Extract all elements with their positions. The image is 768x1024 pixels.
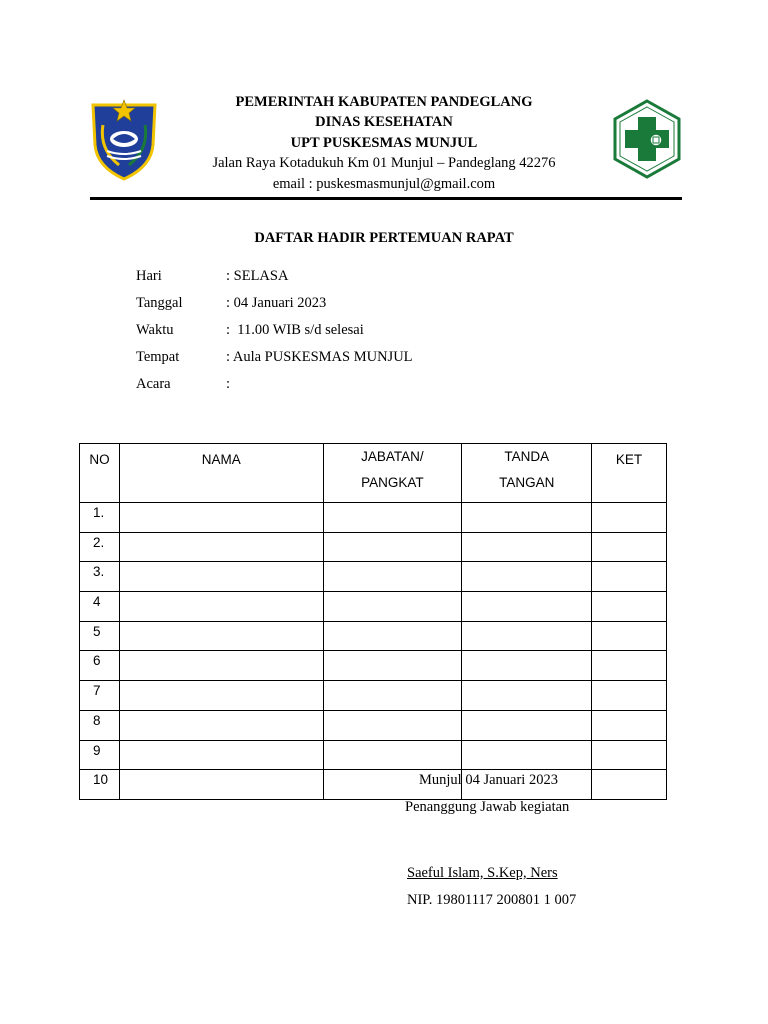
nama-cell[interactable] (119, 621, 323, 651)
tanda-tangan-cell[interactable] (462, 532, 592, 562)
tanda-tangan-cell[interactable] (462, 740, 592, 770)
header-ket: KET (592, 444, 667, 503)
ket-cell[interactable] (592, 562, 667, 592)
ket-cell[interactable] (592, 681, 667, 711)
ket-cell[interactable] (592, 740, 667, 770)
row-number: 3. (80, 562, 120, 592)
header-tanda-tangan: TANDA TANGAN (462, 444, 592, 503)
row-number: 8 (80, 710, 120, 740)
puskesmas-logo (612, 99, 682, 179)
jabatan-cell[interactable] (323, 621, 462, 651)
row-number: 6 (80, 651, 120, 681)
header-jabatan: JABATAN/ PANGKAT (323, 444, 462, 503)
jabatan-cell[interactable] (323, 651, 462, 681)
row-number: 2. (80, 532, 120, 562)
tanda-tangan-cell[interactable] (462, 562, 592, 592)
jabatan-cell[interactable] (323, 503, 462, 533)
info-value-tanggal: : 04 Januari 2023 (226, 295, 327, 311)
table-row (80, 710, 667, 740)
table-row (80, 562, 667, 592)
nama-cell[interactable] (119, 592, 323, 622)
header-no: NO (80, 444, 120, 503)
nama-cell[interactable] (119, 562, 323, 592)
ket-cell[interactable] (592, 651, 667, 681)
table-row (80, 770, 667, 800)
attendance-table (79, 443, 667, 800)
table-header-row (80, 444, 667, 503)
info-label-waktu: Waktu (136, 322, 174, 338)
table-row (80, 740, 667, 770)
table-row (80, 532, 667, 562)
ket-cell[interactable] (592, 710, 667, 740)
ket-cell[interactable] (592, 592, 667, 622)
info-label-tempat: Tempat (136, 349, 180, 365)
jabatan-cell[interactable] (323, 532, 462, 562)
nama-cell[interactable] (119, 532, 323, 562)
nama-cell[interactable] (119, 681, 323, 711)
row-number: 5 (80, 621, 120, 651)
document-title: DAFTAR HADIR PERTEMUAN RAPAT (254, 230, 514, 246)
info-label-hari: Hari (136, 268, 162, 284)
jabatan-cell[interactable] (323, 681, 462, 711)
letterhead-email: email : puskesmasmunjul@gmail.com (272, 176, 496, 192)
info-value-acara: : (226, 376, 231, 392)
letterhead-line-3: UPT PUSKESMAS MUNJUL (290, 135, 478, 151)
jabatan-cell[interactable] (323, 592, 462, 622)
tanda-tangan-cell[interactable] (462, 651, 592, 681)
header-divider (90, 197, 682, 200)
nama-cell[interactable] (119, 710, 323, 740)
tanda-tangan-cell[interactable] (462, 592, 592, 622)
table-row (80, 621, 667, 651)
row-number: 4 (80, 592, 120, 622)
ket-cell[interactable] (592, 770, 667, 800)
nama-cell[interactable] (119, 770, 323, 800)
jabatan-cell[interactable] (323, 562, 462, 592)
letterhead-line-2: DINAS KESEHATAN (315, 114, 453, 130)
table-row (80, 681, 667, 711)
tanda-tangan-cell[interactable] (462, 503, 592, 533)
info-label-acara: Acara (136, 376, 171, 392)
info-value-waktu: : 11.00 WIB s/d selesai (226, 322, 364, 338)
row-number: 1. (80, 503, 120, 533)
info-value-tempat: : Aula PUSKESMAS MUNJUL (226, 349, 413, 365)
jabatan-cell[interactable] (323, 740, 462, 770)
ket-cell[interactable] (592, 532, 667, 562)
row-number: 9 (80, 740, 120, 770)
row-number: 10 (80, 770, 120, 800)
nama-cell[interactable] (119, 740, 323, 770)
signature-role: Penanggung Jawab kegiatan (405, 799, 570, 815)
info-value-hari: : SELASA (226, 268, 289, 284)
jabatan-cell[interactable] (323, 710, 462, 740)
regency-crest-logo (89, 99, 159, 181)
info-label-tanggal: Tanggal (136, 295, 183, 311)
tanda-tangan-cell[interactable] (462, 710, 592, 740)
signature-place-date: Munjul 04 Januari 2023 (419, 772, 558, 788)
header-nama: NAMA (119, 444, 323, 503)
table-row (80, 651, 667, 681)
row-number: 7 (80, 681, 120, 711)
signature-name: Saeful Islam, S.Kep, Ners (407, 865, 558, 881)
ket-cell[interactable] (592, 621, 667, 651)
letterhead-line-1: PEMERINTAH KABUPATEN PANDEGLANG (235, 94, 533, 110)
nama-cell[interactable] (119, 651, 323, 681)
nama-cell[interactable] (119, 503, 323, 533)
table-row (80, 503, 667, 533)
table-row (80, 592, 667, 622)
letterhead-address: Jalan Raya Kotadukuh Km 01 Munjul – Pandeglang 42276 (212, 155, 556, 171)
tanda-tangan-cell[interactable] (462, 621, 592, 651)
tanda-tangan-cell[interactable] (462, 681, 592, 711)
signature-nip: NIP. 19801117 200801 1 007 (407, 892, 577, 908)
ket-cell[interactable] (592, 503, 667, 533)
